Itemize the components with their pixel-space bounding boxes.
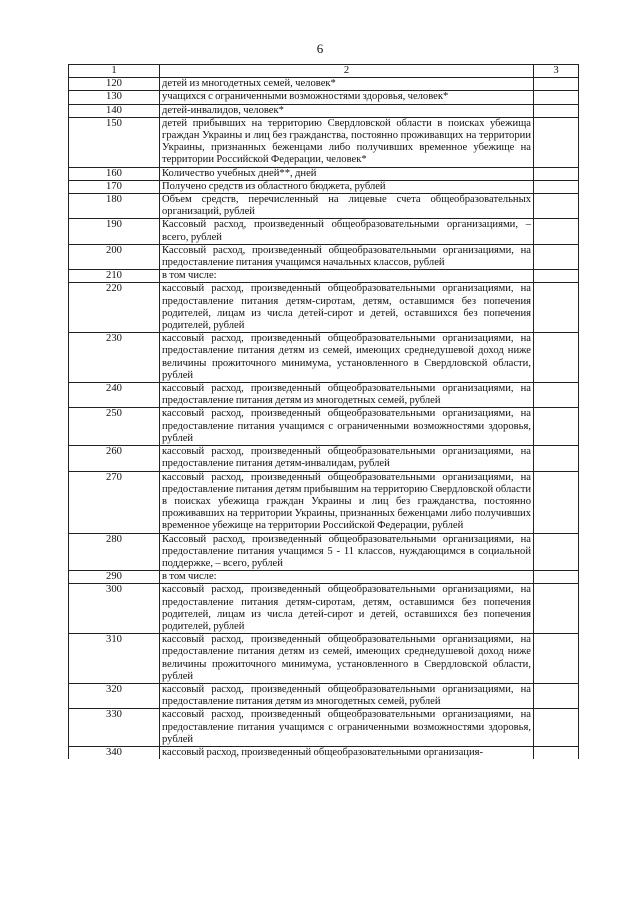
table-body	[69, 78, 579, 759]
row-value	[534, 533, 579, 571]
table-row	[69, 194, 579, 219]
row-value	[534, 270, 579, 283]
row-value	[534, 383, 579, 408]
table-row	[69, 78, 579, 91]
table-row	[69, 283, 579, 333]
row-code: 230	[69, 333, 160, 383]
row-description: детей-инвалидов, человек*	[160, 104, 534, 117]
row-value	[534, 78, 579, 91]
row-code: 300	[69, 584, 160, 634]
column-header-1: 1	[69, 65, 160, 78]
table-row	[69, 383, 579, 408]
header-row	[69, 65, 579, 78]
table-row	[69, 270, 579, 283]
row-value	[534, 634, 579, 684]
row-description: кассовый расход, произведенный общеобразовательными организациями, на предоставление питания детям прибывшим на территорию Свердловской области в поисках убежища граждан Украины и лиц без гражданства, постоянно проживавших на территории Украины, признанных беженцами либо получивших временное убежище на территории Российской Федерации, рублей	[160, 471, 534, 533]
row-code: 340	[69, 746, 160, 759]
row-value	[534, 683, 579, 708]
row-value	[534, 408, 579, 446]
row-code: 130	[69, 91, 160, 104]
row-description: кассовый расход, произведенный общеобразовательными организациями, на предоставление питания детям из семей, имеющих среднедушевой доход ниже величины прожиточного минимума, установленного в Свердловской области, рублей	[160, 333, 534, 383]
row-description: в том числе:	[160, 571, 534, 584]
row-value	[534, 446, 579, 471]
report-table	[68, 64, 579, 759]
row-value	[534, 167, 579, 180]
page-number: 6	[316, 41, 324, 56]
row-value	[534, 571, 579, 584]
row-description: кассовый расход, произведенный общеобразовательными организациями, на предоставление питания детям-сиротам, детям, оставшимся без попечения родителей, лицам из числа детей-сирот и детей, оставшихся без попечения родителей, рублей	[160, 283, 534, 333]
row-code: 290	[69, 571, 160, 584]
column-header-3: 3	[534, 65, 579, 78]
table-row	[69, 180, 579, 193]
row-description: Получено средств из областного бюджета, рублей	[160, 180, 534, 193]
row-value	[534, 104, 579, 117]
row-description: кассовый расход, произведенный общеобразовательными организациями, на предоставление питания учащимся с ограниченными возможностями здоровья, рублей	[160, 408, 534, 446]
column-header-2: 2	[160, 65, 534, 78]
table-row	[69, 584, 579, 634]
row-description: кассовый расход, произведенный общеобразовательными организациями, на предоставление питания детям из многодетных семей, рублей	[160, 383, 534, 408]
table-row	[69, 746, 579, 759]
row-description: в том числе:	[160, 270, 534, 283]
row-description: кассовый расход, произведенный общеобразовательными организациями, на предоставление питания детям из семей, имеющих среднедушевой доход ниже величины прожиточного минимума, установленного в Свердловской области, рублей	[160, 634, 534, 684]
row-code: 320	[69, 683, 160, 708]
row-code: 180	[69, 194, 160, 219]
table-row	[69, 533, 579, 571]
row-value	[534, 194, 579, 219]
table-row	[69, 91, 579, 104]
row-code: 270	[69, 471, 160, 533]
table-row	[69, 446, 579, 471]
row-code: 210	[69, 270, 160, 283]
row-code: 310	[69, 634, 160, 684]
row-description: Объем средств, перечисленный на лицевые счета общеобразовательных организаций, рублей	[160, 194, 534, 219]
row-code: 330	[69, 709, 160, 747]
table-row	[69, 117, 579, 167]
table-row	[69, 571, 579, 584]
row-code: 220	[69, 283, 160, 333]
row-code: 120	[69, 78, 160, 91]
row-value	[534, 180, 579, 193]
row-description: кассовый расход, произведенный общеобразовательными организациями, на предоставление питания детям-инвалидам, рублей	[160, 446, 534, 471]
row-code: 190	[69, 219, 160, 244]
row-value	[534, 584, 579, 634]
row-description: Кассовый расход, произведенный общеобразовательными организациями, на предоставление питания учащимся начальных классов, рублей	[160, 244, 534, 269]
table-row	[69, 333, 579, 383]
row-description: кассовый расход, произведенный общеобразовательными организация-	[160, 746, 534, 759]
row-value	[534, 709, 579, 747]
row-code: 150	[69, 117, 160, 167]
row-code: 140	[69, 104, 160, 117]
table-row	[69, 104, 579, 117]
row-value	[534, 333, 579, 383]
row-value	[534, 283, 579, 333]
table-row	[69, 408, 579, 446]
row-code: 260	[69, 446, 160, 471]
table-row	[69, 634, 579, 684]
row-code: 200	[69, 244, 160, 269]
row-description: учащихся с ограниченными возможностями здоровья, человек*	[160, 91, 534, 104]
row-description: кассовый расход, произведенный общеобразовательными организациями, на предоставление питания детям-сиротам, детям, оставшимся без попечения родителей, лицам из числа детей-сирот и детей, оставшихся без попечения родителей, рублей	[160, 584, 534, 634]
row-value	[534, 219, 579, 244]
table-row	[69, 471, 579, 533]
table-row	[69, 244, 579, 269]
row-value	[534, 244, 579, 269]
table-row	[69, 683, 579, 708]
table-row	[69, 709, 579, 747]
row-description: Количество учебных дней**, дней	[160, 167, 534, 180]
row-value	[534, 91, 579, 104]
row-code: 240	[69, 383, 160, 408]
row-description: Кассовый расход, произведенный общеобразовательными организациями, на предоставление питания учащимся 5 - 11 классов, нуждающимся в социальной поддержке, – всего, рублей	[160, 533, 534, 571]
row-value	[534, 746, 579, 759]
row-code: 250	[69, 408, 160, 446]
row-code: 170	[69, 180, 160, 193]
row-code: 280	[69, 533, 160, 571]
row-value	[534, 471, 579, 533]
row-description: кассовый расход, произведенный общеобразовательными организациями, на предоставление питания учащимся с ограниченными возможностями здоровья, рублей	[160, 709, 534, 747]
row-value	[534, 117, 579, 167]
row-description: детей из многодетных семей, человек*	[160, 78, 534, 91]
row-description: детей прибывших на территорию Свердловской области в поисках убежища граждан Украины и лиц без гражданства, постоянно проживавщих на территории Украины, признанных беженцами либо получивших временное убежище на территории Российской Федерации, человек*	[160, 117, 534, 167]
row-code: 160	[69, 167, 160, 180]
table-row	[69, 167, 579, 180]
row-description: Кассовый расход, произведенный общеобразовательными организациями, – всего, рублей	[160, 219, 534, 244]
row-description: кассовый расход, произведенный общеобразовательными организациями, на предоставление питания детям из многодетных семей, рублей	[160, 683, 534, 708]
table-row	[69, 219, 579, 244]
